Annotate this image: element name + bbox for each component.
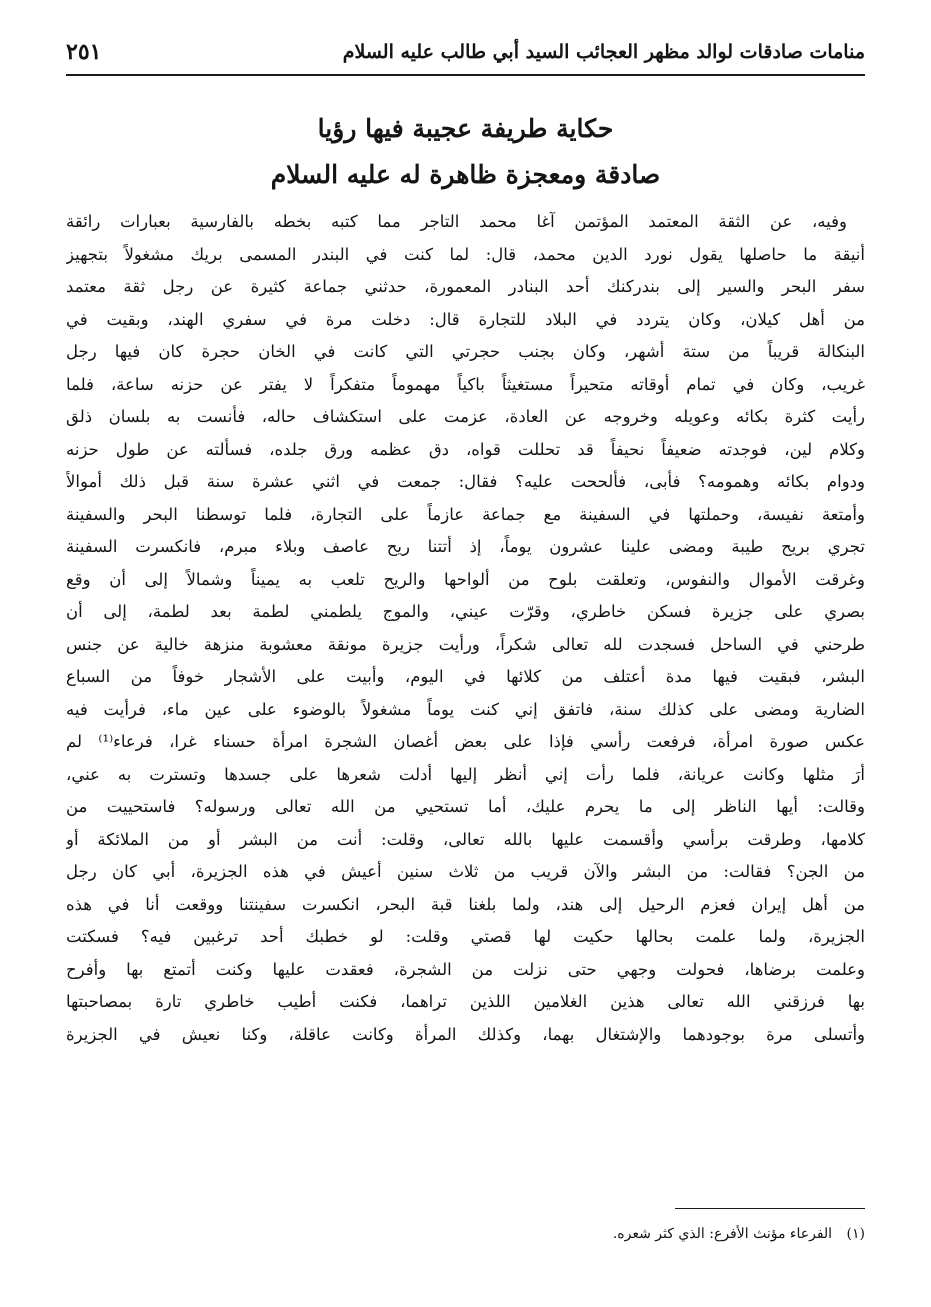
page-header [66,30,865,76]
body-line: غريب، وكان في تمام أوقاته متحيراً مستغيثاً باكياً مهموماً متفكراً لا يفتر عن حزنه ساعة، فلما [66,374,865,394]
body-line: وقالت: أيها الناظر إلى ما يحرم عليك، أما تستحيي من الله تعالى ورسوله؟ فاستحييت من [66,797,865,816]
body-line: من أهل إيران فعزم الرحيل إلى هند، ولما بلغنا قبة البحر، انكسرت سفينتنا ووقعت أنا في هذه [66,894,865,914]
body-line: أرَ مثلها وكانت عريانة، فلما رأت إني أنظر إليها أدلت شعرها على جسدها وتسترت به عني، [66,764,865,784]
body-line: كلامها، وطرقت برأسي وأقسمت عليها بالله تعالى، وقلت: أنت من البشر أو من الملائكة أو [66,829,865,849]
footnote-divider [675,1208,865,1209]
body-line: ودوام بكائه وهمومه؟ فأبى، فألححت عليه؟ فقال: جمعت في اثني عشرة سنة قبل ذلك أموالاً [66,472,865,491]
body-line: بها فرزقني الله تعالى هذين الغلامين اللذين تراهما، فكنت أطيب خاطري تارة بمصاحبتها [66,992,865,1011]
body-line: البشر، فبقيت فيها مدة أعتلف من كلائها في اليوم، وأبيت على الأشجار خوفاً من السباع [66,667,865,686]
body-line: وفيه، عن الثقة المعتمد المؤتمن آغا محمد التاجر مما كتبه بخطه بالفارسية بعبارات رائقة [66,212,847,231]
body-line: عكس صورة امرأة، فرفعت رأسي فإذا على بعض أغصان الشجرة امرأة حسناء غرا، فرعاء⁽¹⁾ لم [66,732,865,751]
body-line: أنيقة ما حاصلها يقول نورد الدين محمد، قال: لما كنت في البندر المسمى بريك مشغولاً بتجهيز [66,244,865,264]
body-line: سفر البحر والسير إلى بندركنك أحد البنادر المعمورة، حدثني جماعة كثيرة عن رجل ثقة معتمد [66,277,865,296]
body-line: وأمتعة نفيسة، وحملتها في السفينة مع جماعة عازماً على التجارة، فلما توسطنا البحر والسفينة [66,504,865,524]
body-line: من أهل كيلان، وكان يتردد في البلاد للتجارة قال: دخلت مرة في سفري الهند، وبقيت في [66,309,865,329]
body-line: الجزيرة، ولما علمت بحالها حكيت لها قصتي وقلت: لو خطبك أحد ترغبين فيه؟ فسكتت [66,927,865,946]
body-line: وأتسلى مرة بوجودهما والإشتغال بهما، وكذلك المرأة وكانت عاقلة، وكنا نعيش في الجزيرة [66,1024,865,1044]
page-number: ٢٥١ [66,39,102,65]
body-line: رأيت كثرة بكائه وعويله وخروجه عن العادة، عزمت على استكشاف حاله، فأنست به بلسان ذلق [66,407,865,426]
body-line: البنكالة قريباً من ستة أشهر، وكان بجنب حجرتي التي كانت في الخان حجرة كان فيها رجل [66,342,865,361]
body-line: وغرقت الأموال والنفوس، وتعلقت بلوح من ألواحها والريح تلعب به يميناً وشمالاً إلى أن وقع [66,569,865,589]
footnote-number: (١) [846,1226,865,1242]
body-line: من الجن؟ فقالت: من البشر والآن قريب من ثلاث سنين أعيش في هذه الجزيرة، أبي كان رجل [66,862,865,881]
footnote [66,1226,865,1242]
footnote-text: الفرعاء مؤنث الأفرع: الذي كثر شعره. [612,1226,833,1242]
body-line: تجري بريح طيبة ومضى علينا عشرون يوماً، إذ أتتنا ريح عاصف وبلاء مبرم، فانكسرت السفينة [66,537,865,556]
body-line: بصري على جزيرة فسكن خاطري، وقرّت عيني، والموج يلطمني لطمة بعد لطمة، إلى أن [66,602,865,621]
body-line: وكلام لين، فوجدته ضعيفاً نحيفاً قد تحللت قواه، دق عظمه ورق جلده، فسألته عن طول حزنه [66,439,865,459]
body-line: وعلمت برضاها، فحولت وجهي حتى نزلت من الشجرة، فعقدت عليها وكنت أتمتع بها وأفرح [66,959,865,979]
chapter-title-line-1: حكاية طريفة عجيبة فيها رؤيا [317,114,614,143]
body-text [66,206,865,1051]
running-title: منامات صادقات لوالد مظهر العجائب السيد أبي طالب عليه السلام [342,41,865,63]
body-line: طرحني في الساحل فسجدت لله تعالى شكراً، ورأيت جزيرة مونقة معشوبة منزهة خالية عن جنس [66,634,865,654]
chapter-title-line-2: صادقة ومعجزة ظاهرة له عليه السلام [270,160,661,189]
chapter-title [66,106,865,198]
body-line: الضارية ومضى على كذلك سنة، فاتفق إني كنت يوماً مشغولاً بالوضوء على عين ماء، فرأيت فيه [66,699,865,719]
